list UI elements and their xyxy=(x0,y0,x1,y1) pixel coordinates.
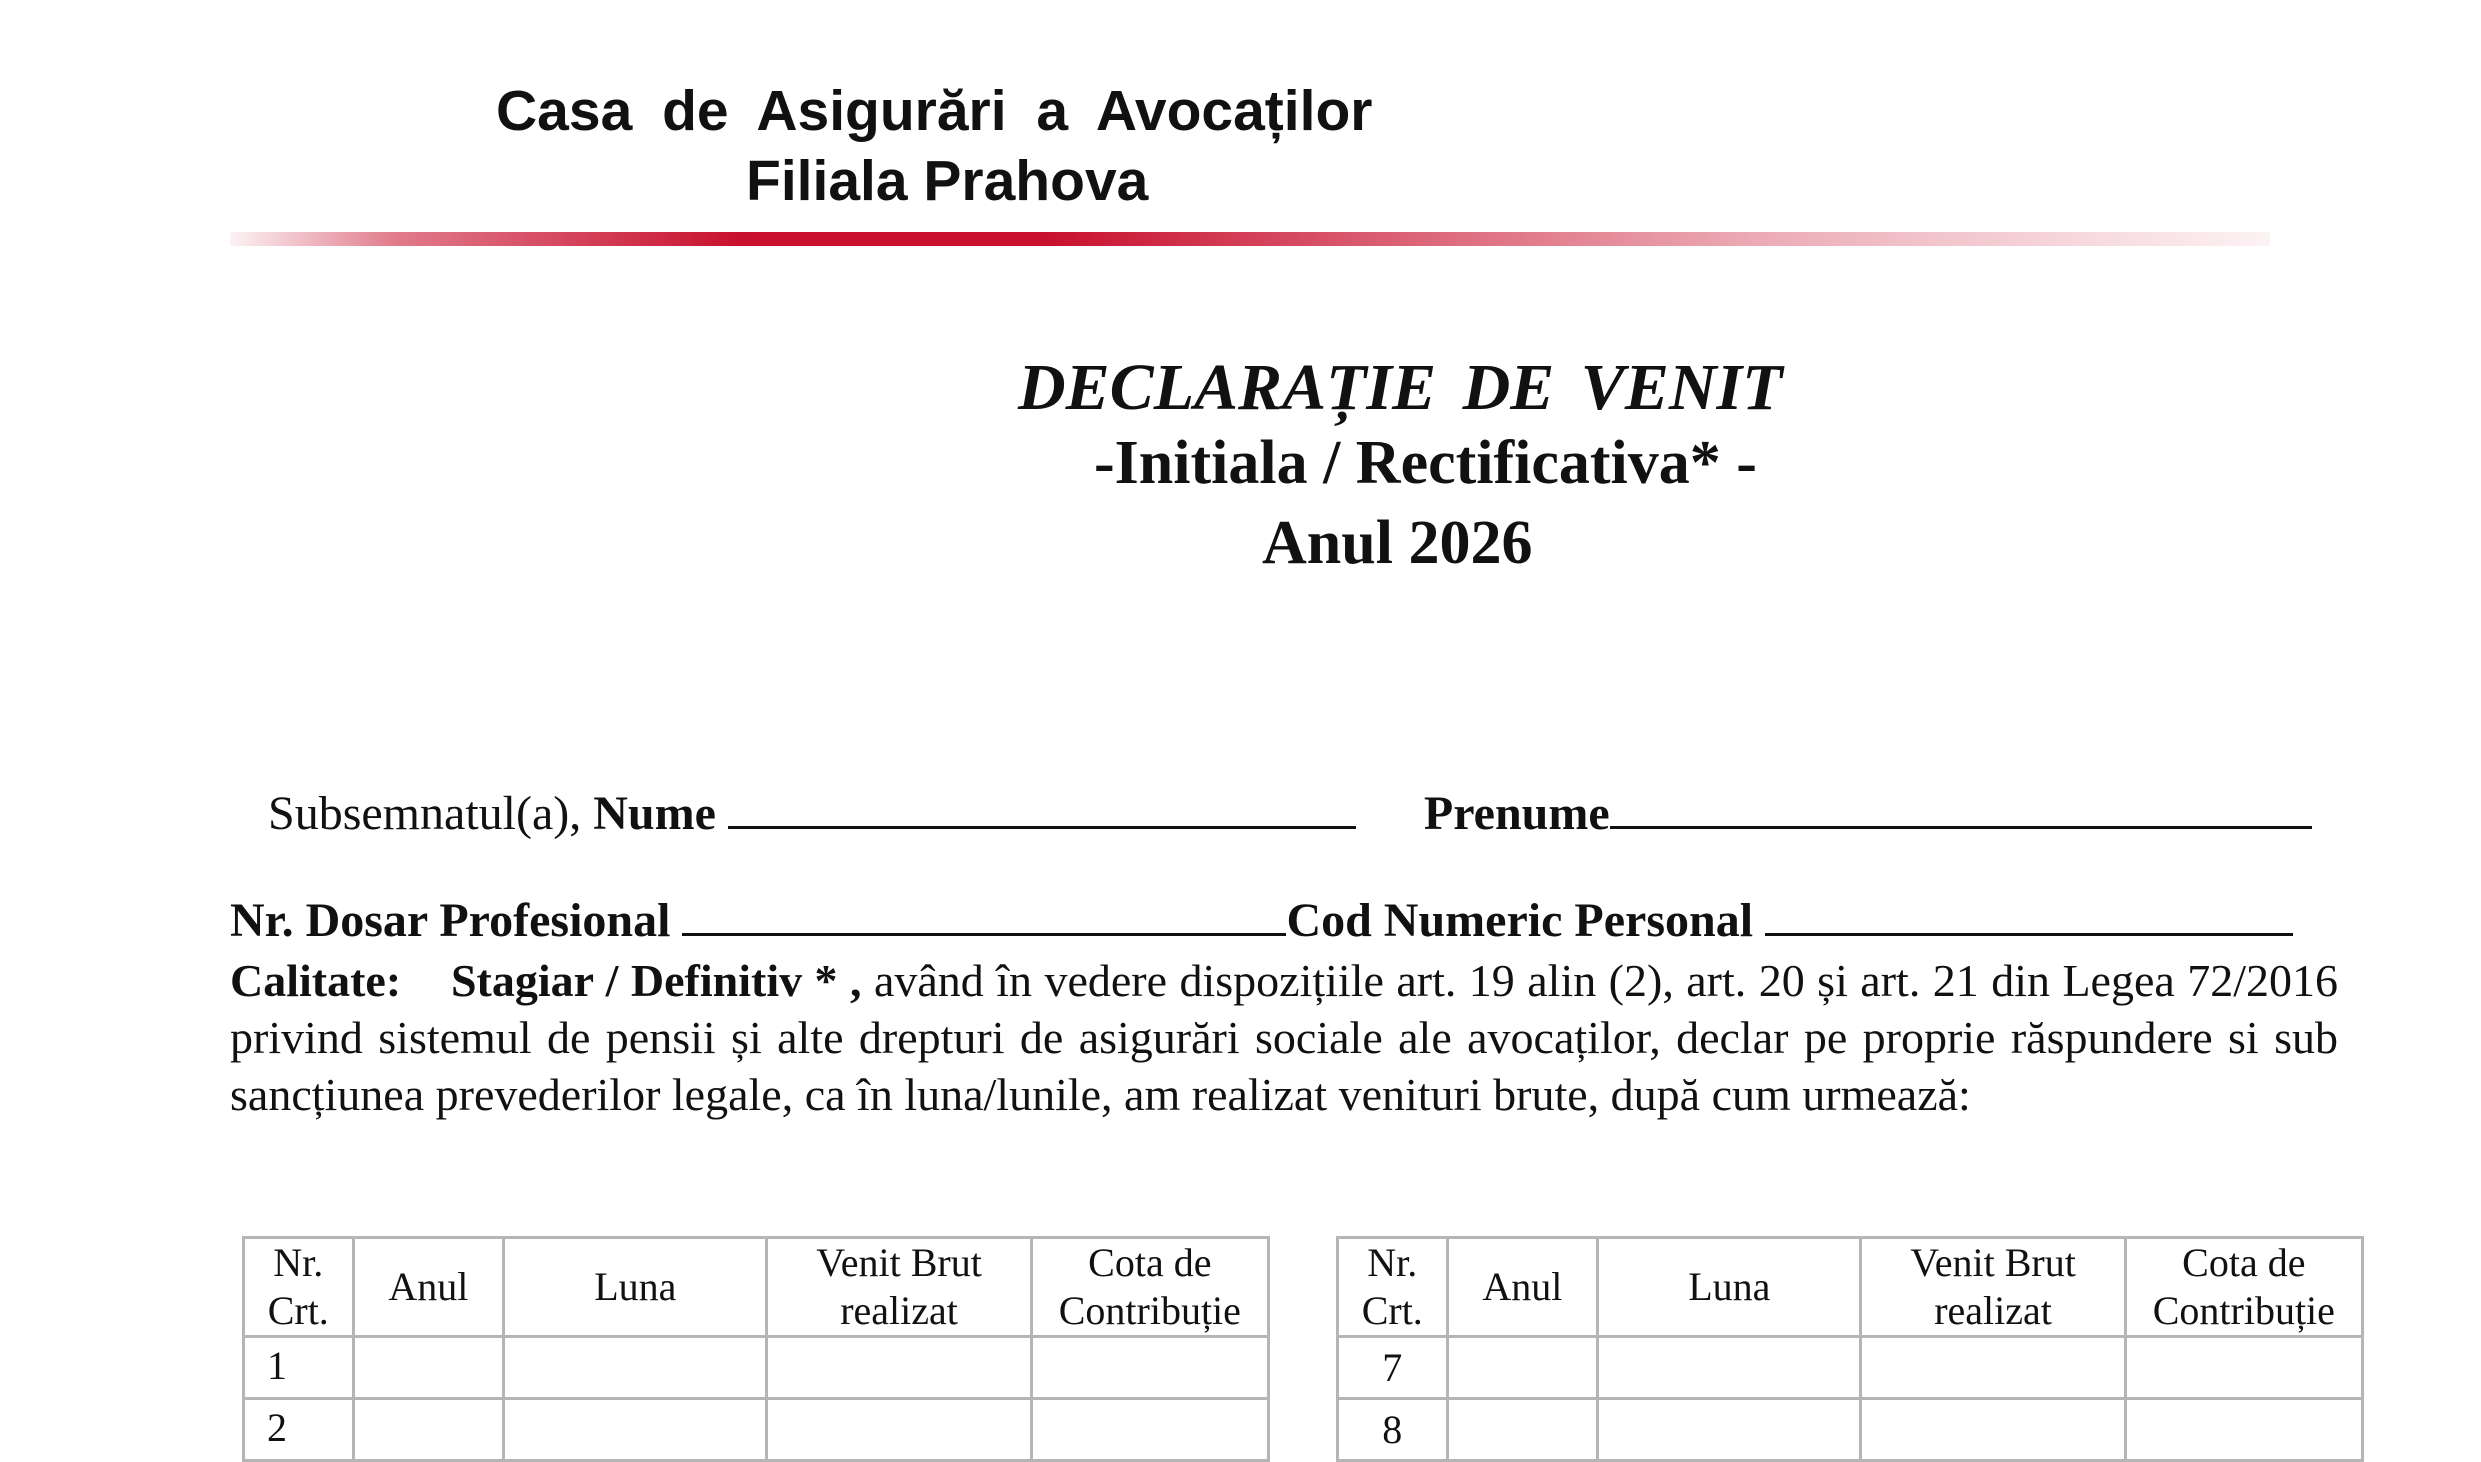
name-label: Nume xyxy=(593,787,716,840)
month-cell[interactable] xyxy=(1598,1337,1861,1399)
intro-text: Subsemnatul(a), xyxy=(268,787,582,840)
quota-cell[interactable] xyxy=(1031,1337,1268,1399)
year-cell[interactable] xyxy=(353,1337,504,1399)
header-year: Anul xyxy=(1447,1238,1598,1337)
quota-cell[interactable] xyxy=(1031,1399,1268,1461)
income-table-right xyxy=(1336,1236,2364,1462)
header-year: Anul xyxy=(353,1238,504,1337)
surname-field[interactable] xyxy=(1610,786,2312,829)
income-cell[interactable] xyxy=(1861,1399,2125,1461)
year-cell[interactable] xyxy=(353,1399,504,1461)
month-cell[interactable] xyxy=(504,1399,767,1461)
table-header-row xyxy=(1338,1238,2363,1337)
header-divider xyxy=(230,232,2270,246)
organization-branch: Filiala Prahova xyxy=(746,149,1149,213)
document-year: Anul 2026 xyxy=(1262,509,1533,577)
quota-cell[interactable] xyxy=(2125,1399,2362,1461)
declaration-paragraph xyxy=(230,952,2338,1123)
header-month: Luna xyxy=(1598,1238,1861,1337)
income-cell[interactable] xyxy=(767,1337,1031,1399)
name-line xyxy=(268,786,2312,841)
table-header-row xyxy=(244,1238,1269,1337)
document-title: DECLARAȚIE DE VENIT xyxy=(1018,351,1783,424)
header-nr: Nr. Crt. xyxy=(1338,1238,1448,1337)
table-row xyxy=(244,1337,1269,1399)
quota-cell[interactable] xyxy=(2125,1337,2362,1399)
income-cell[interactable] xyxy=(767,1399,1031,1461)
income-cell[interactable] xyxy=(1861,1337,2125,1399)
file-number-field[interactable] xyxy=(682,893,1286,936)
row-number: 7 xyxy=(1338,1337,1448,1399)
cnp-field[interactable] xyxy=(1765,893,2293,936)
month-cell[interactable] xyxy=(1598,1399,1861,1461)
year-cell[interactable] xyxy=(1447,1399,1598,1461)
header-nr: Nr. Crt. xyxy=(244,1238,354,1337)
organization-name: Casa de Asigurări a Avocaților xyxy=(496,79,1373,143)
file-cnp-line xyxy=(230,893,2293,948)
quality-label: Calitate: xyxy=(230,955,402,1006)
row-number: 1 xyxy=(244,1337,354,1399)
name-field[interactable] xyxy=(728,786,1356,829)
row-number: 2 xyxy=(244,1399,354,1461)
table-row xyxy=(1338,1337,2363,1399)
header-income: Venit Brut realizat xyxy=(767,1238,1031,1337)
declaration-text: având în vedere dispozițiile art. 19 alin (2), art. 20 și art. 21 din Legea 72/2016 privind sistemul de pensii și alte drepturi de asigurări sociale ale avocaților, declar pe proprie răspundere si sub sancțiunea prevederilor legale, ca în luna/lunile, am realizat venituri brute, după cum urmează: xyxy=(230,955,2339,1120)
month-cell[interactable] xyxy=(504,1337,767,1399)
header-quota: Cota de Contribuție xyxy=(1031,1238,1268,1337)
header-income: Venit Brut realizat xyxy=(1861,1238,2125,1337)
quality-options[interactable]: Stagiar / Definitiv * , xyxy=(450,955,862,1006)
surname-label: Prenume xyxy=(1423,787,1610,840)
row-number: 8 xyxy=(1338,1399,1448,1461)
document-subtitle: -Initiala / Rectificativa* - xyxy=(1094,429,1757,497)
cnp-label: Cod Numeric Personal xyxy=(1286,894,1754,947)
table-row xyxy=(1338,1399,2363,1461)
header-month: Luna xyxy=(504,1238,767,1337)
table-row xyxy=(244,1399,1269,1461)
file-label: Nr. Dosar Profesional xyxy=(230,894,671,947)
income-table-left xyxy=(242,1236,1270,1462)
year-cell[interactable] xyxy=(1447,1337,1598,1399)
header-quota: Cota de Contribuție xyxy=(2125,1238,2362,1337)
